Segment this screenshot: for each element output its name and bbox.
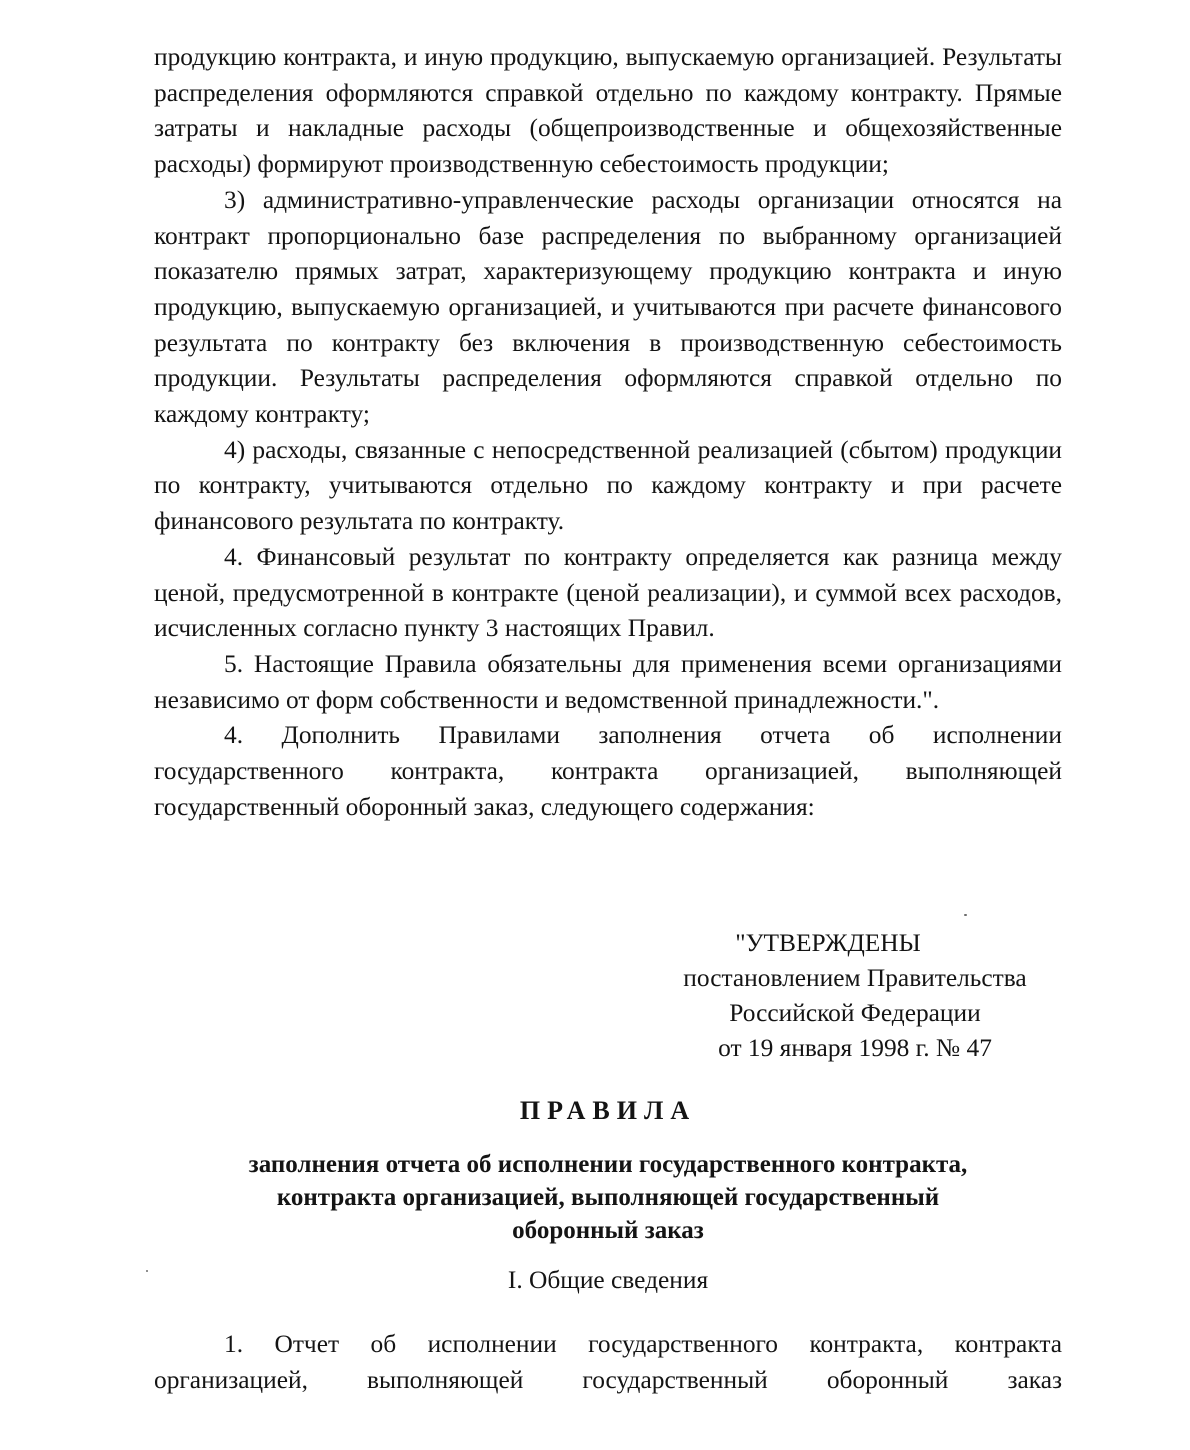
approval-line-3: от 19 января 1998 г. № 47 — [718, 1034, 992, 1062]
scan-speck — [146, 1270, 148, 1272]
approval-block — [620, 926, 1090, 1066]
section-heading: I. Общие сведения — [507, 1266, 709, 1294]
approval-heading: "УТВЕРЖДЕНЫ — [735, 929, 921, 957]
paragraph-clause-5: 5. Настоящие Правила обязательны для применения всеми организациями независимо от форм собственности и ведомственной принадлежности.". — [154, 649, 1062, 714]
paragraph-section-1-item-1: 1. Отчет об исполнении государственного контракта, контракта организацией, выполняющей государственный оборонный заказ — [154, 1330, 1062, 1394]
scan-speck — [964, 914, 967, 916]
approval-line-2: Российской Федерации — [729, 999, 981, 1027]
rules-subtitle-line-2: контракта организацией, выполняющей государственный — [276, 1184, 940, 1211]
rules-subtitle-line-3: оборонный заказ — [512, 1217, 704, 1244]
rules-subtitle — [154, 1148, 1062, 1247]
paragraph-clause-4: 4. Финансовый результат по контракту определяется как разница между ценой, предусмотренной в контракте (ценой реализации), и суммой всех расходов, исчисленных согласно пункту 3 настоящих Правил. — [154, 542, 1062, 643]
rules-title: ПРАВИЛА — [519, 1096, 697, 1125]
rules-subtitle-line-1: заполнения отчета об исполнении государственного контракта, — [248, 1151, 968, 1178]
paragraph-amendment-4: 4. Дополнить Правилами заполнения отчета об исполнении государственного контракта, контракта организацией, выполняющей государственный оборонный заказ, следующего содержания: — [154, 721, 1062, 821]
paragraph-intro: продукцию контракта, и иную продукцию, выпускаемую организацией. Результаты распределения оформляются справкой отдельно по каждому контракту. Прямые затраты и накладные расходы (общепроизводственные и общехозяйственные расходы) формируют производственную себестоимость продукции; — [154, 43, 1062, 179]
approval-line-1: постановлением Правительства — [683, 964, 1027, 992]
paragraph-item-4: 4) расходы, связанные с непосредственной реализацией (сбытом) продукции по контракту, учитываются отдельно по каждому контракту и при расчете финансового результата по контракту. — [154, 435, 1062, 536]
document-body — [154, 40, 1062, 825]
paragraph-item-3: 3) административно-управленческие расходы организации относятся на контракт пропорционально базе распределения по выбранному организацией показателю прямых затрат, характеризующему продукцию контракта и иную продукцию, выпускаемую организацией, и учитываются при расчете финансового результата по контракту без включения в производственную себестоимость продукции. Результаты распределения оформляются справкой отдельно по каждому контракту; — [154, 185, 1062, 429]
